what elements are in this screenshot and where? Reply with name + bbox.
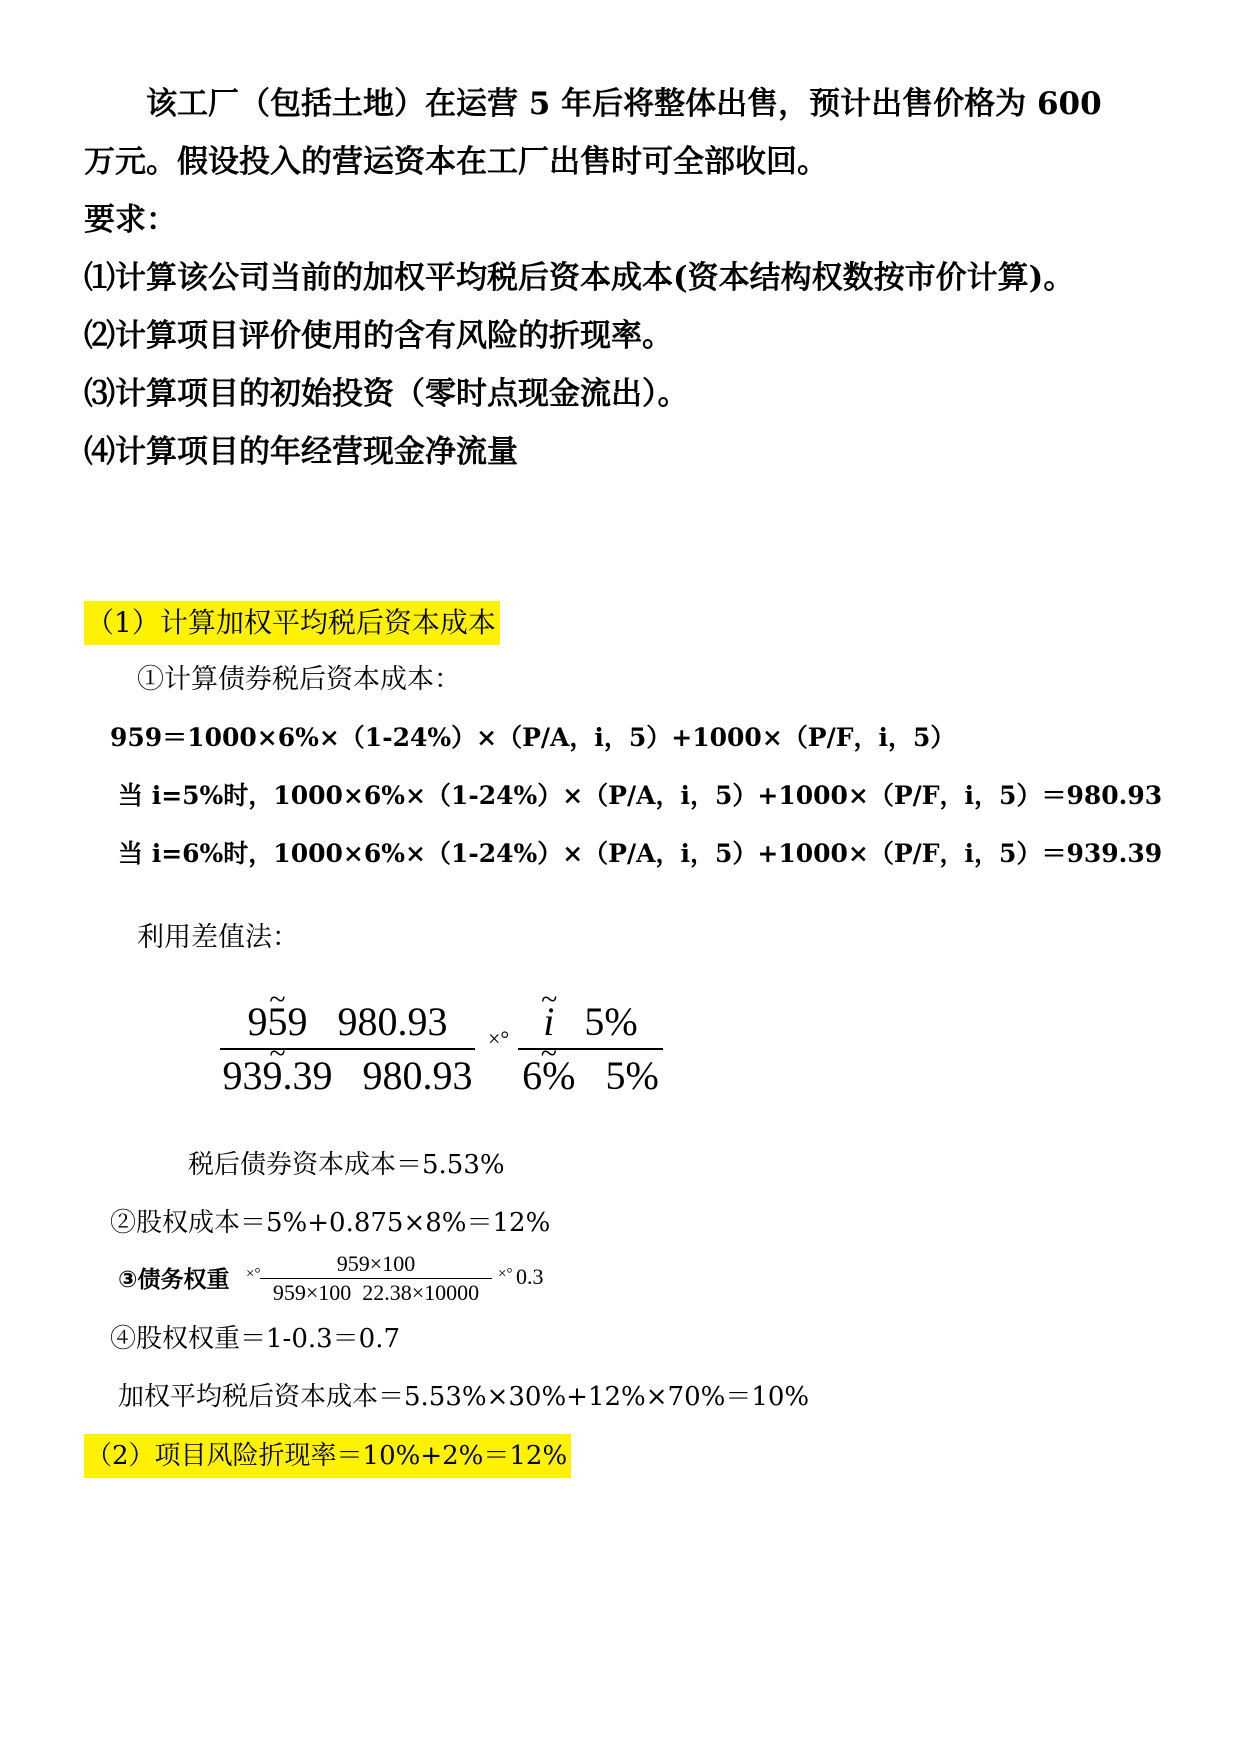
- requirement-1: ⑴计算该公司当前的加权平均税后资本成本(资本结构权数按市价计算)。: [84, 260, 1075, 296]
- debt-weight-label: ③债务权重: [118, 1267, 230, 1293]
- debt-weight-result-equals: ×°: [498, 1266, 513, 1282]
- debt-weight-equals: ×°: [246, 1266, 261, 1282]
- equity-weight: ④股权权重＝1-0.3＝0.7: [110, 1324, 401, 1354]
- interp-right-numerator: i ~ 5%: [518, 996, 663, 1048]
- interpolation-left-fraction: [220, 996, 475, 1102]
- section2-heading: （2）项目风险折现率＝10%+2%＝12%: [84, 1434, 571, 1478]
- requirements-heading: 要求：: [84, 202, 177, 238]
- section1-heading: （1）计算加权平均税后资本成本: [84, 601, 500, 645]
- requirement-4: ⑷计算项目的年经营现金净流量: [84, 434, 518, 470]
- debt-weight-numerator: 959×100: [336, 1251, 416, 1276]
- interp-left-denominator: 939.39 ~ 980.93: [220, 1050, 475, 1102]
- step1-title: ①计算债券税后资本成本：: [137, 664, 461, 695]
- interpolation-right-fraction: [518, 996, 663, 1102]
- requirement-3: ⑶计算项目的初始投资（零时点现金流出）。: [84, 376, 689, 412]
- debt-weight-denominator: 959×100 22.38×10000: [272, 1280, 480, 1305]
- debt-weight-fraction: [260, 1250, 492, 1307]
- interp-right-denominator: 6% ~ 5%: [518, 1050, 663, 1102]
- interp-left-numerator: 959 ~ 980.93: [220, 996, 475, 1048]
- intro-line-1: 该工厂（包括土地）在运营 5 年后将整体出售，预计出售价格为 600: [146, 86, 1102, 122]
- intro-line-2: 万元。假设投入的营运资本在工厂出售时可全部收回。: [84, 144, 828, 180]
- bond-equation-main: 959＝1000×6%×（1-24%）×（P/A，i，5）+1000×（P/F，i，5）: [110, 723, 956, 752]
- debt-weight-result: 0.3: [516, 1264, 544, 1289]
- interpolation-equals: ×°: [488, 1026, 510, 1051]
- equity-cost: ②股权成本＝5%+0.875×8%＝12%: [110, 1208, 551, 1238]
- bond-equation-5pct: 当 i=5%时，1000×6%×（1-24%）×（P/A，i，5）+1000×（P/F，i，5）＝980.93: [118, 781, 1163, 810]
- wacc-result: 加权平均税后资本成本＝5.53%×30%+12%×70%＝10%: [118, 1382, 810, 1412]
- bond-equation-6pct: 当 i=6%时，1000×6%×（1-24%）×（P/A，i，5）+1000×（P/F，i，5）＝939.39: [118, 839, 1163, 868]
- bond-cost-result: 税后债券资本成本＝5.53%: [188, 1150, 505, 1180]
- requirement-2: ⑵计算项目评价使用的含有风险的折现率。: [84, 318, 673, 354]
- interpolation-title: 利用差值法：: [137, 922, 299, 953]
